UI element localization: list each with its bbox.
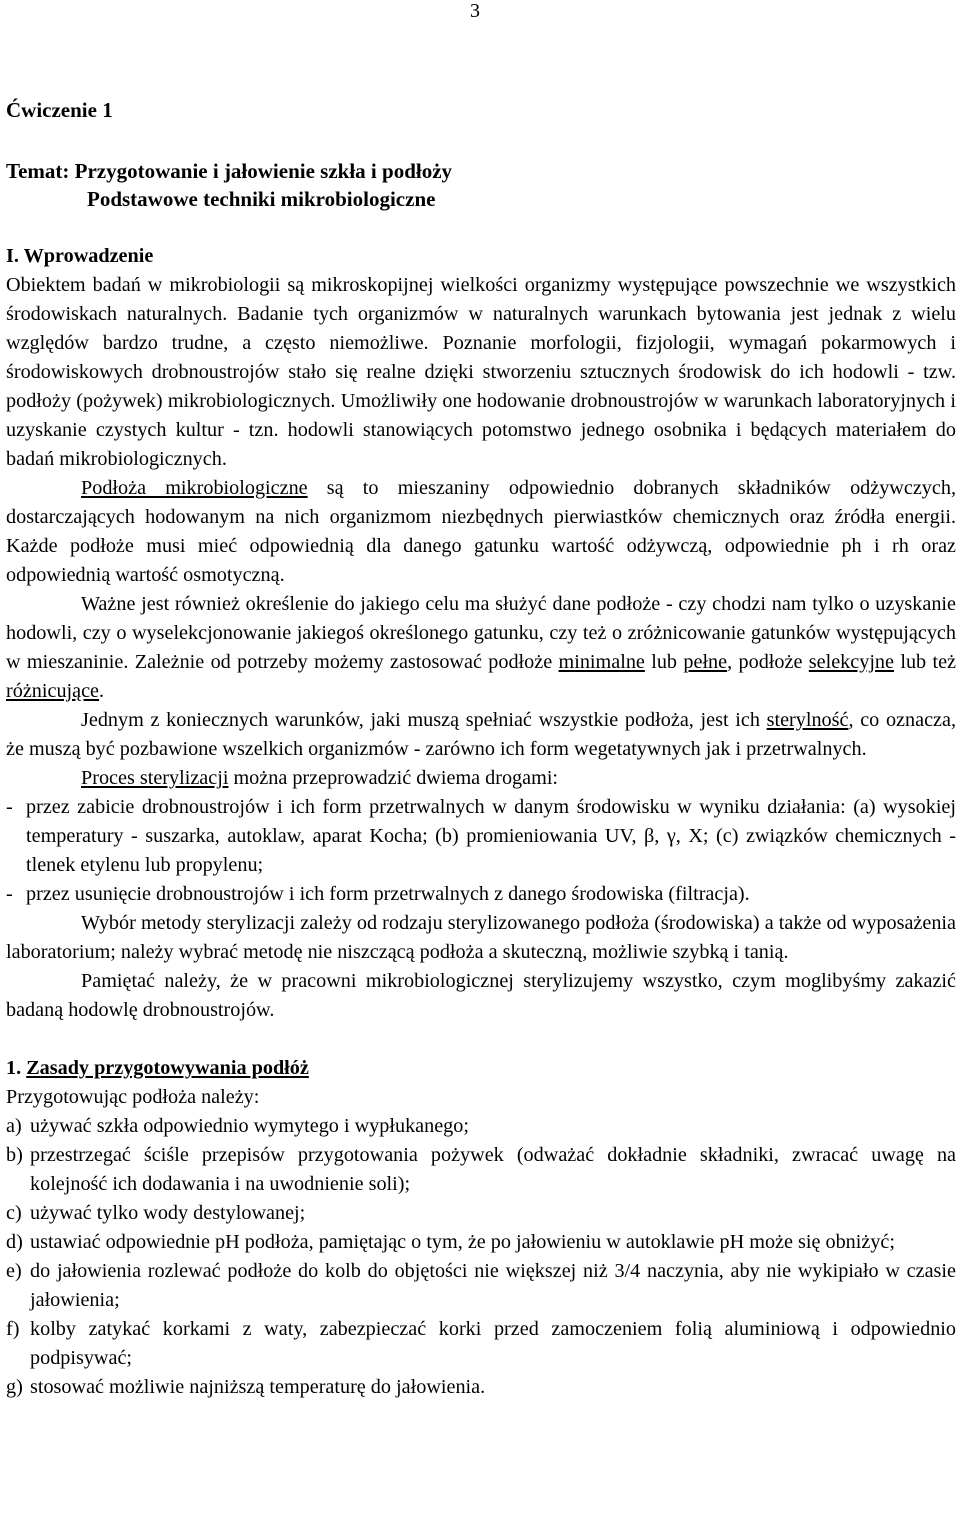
section-heading-preparation	[6, 1054, 956, 1083]
list-marker: f)	[6, 1318, 20, 1340]
term-sterility: sterylność	[766, 709, 849, 731]
list-item-text: ustawiać odpowiednie pH podłoża, pamiętając o tym, że po jałowieniu w autoklawie pH może się obniżyć;	[30, 1231, 895, 1253]
term-selective: selekcyjne	[808, 651, 894, 673]
list-item	[6, 1315, 956, 1373]
paragraph-intro: Obiektem badań w mikrobiologii są mikroskopijnej wielkości organizmy występujące powszechnie we wszystkich środowiskach naturalnych. Badanie tych organizmów w naturalnych warunkach bytowania jest jednak z wielu względów bardzo trudne, a często niemożliwe. Poznanie morfologii, fizjologii, wymagań pokarmowych i środowiskowych drobnoustrojów stało się realne dzięki stworzeniu sztucznych środowisk do ich hodowli - tzw. podłoży (pożywek) mikrobiologicznych. Umożliwiły one hodowanie drobnoustrojów w warunkach laboratoryjnych i uzyskanie czystych kultur - tzn. hodowli stanowiących potomstwo jednego osobnika i będących materiałem do badań mikrobiologicznych.	[6, 274, 956, 470]
page-number: 3	[470, 0, 480, 22]
term-differential: różnicujące	[6, 680, 100, 702]
section-number: 1.	[6, 1057, 22, 1079]
dash-item-text: przez usunięcie drobnoustrojów i ich form przetrwalnych z danego środowiska (filtracja).	[26, 883, 750, 905]
paragraph-purpose-text: Ważne jest również określenie do jakiego celu ma służyć dane podłoże - czy chodzi nam tylko o uzyskanie hodowli, czy o wyselekcjonowanie jakiegoś określonego gatunku, czy też o zróżnicowanie gatunków występujących w mieszaninie. Zależnie od potrzeby możemy zastosować podłoże	[6, 593, 956, 673]
section-heading-intro: I. Wprowadzenie	[6, 245, 154, 267]
list-item	[6, 1257, 956, 1315]
list-marker: g)	[6, 1376, 23, 1398]
topic-label: Temat:	[6, 159, 70, 183]
paragraph-sterility	[6, 706, 956, 764]
topic-block	[6, 157, 452, 213]
list-item-text: stosować możliwie najniższą temperaturę do jałowienia.	[30, 1376, 486, 1398]
list-item-text: kolby zatykać korkami z waty, zabezpieczać korki przed zamoczeniem folią aluminiową i odpowiednio podpisywać;	[30, 1318, 956, 1369]
document-body	[6, 242, 956, 1402]
paragraph-method: Wybór metody sterylizacji zależy od rodzaju sterylizowanego podłoża (środowiska) a także od wyposażenia laboratorium; należy wybrać metodę nie niszczącą podłoża a skuteczną, możliwie szybką i tanią.	[6, 912, 956, 963]
paragraph-process-text: można przeprowadzić dwiema drogami:	[228, 767, 559, 789]
list-marker: e)	[6, 1260, 22, 1282]
dash-item	[6, 793, 956, 880]
list-item	[6, 1141, 956, 1199]
exercise-title: Ćwiczenie 1	[6, 98, 113, 122]
dash-item	[6, 880, 956, 909]
topic-line1: Przygotowanie i jałowienie szkła i podłoży	[74, 159, 453, 183]
paragraph-media-text: są to mieszaniny odpowiednio dobranych składników odżywczych, dostarczających hodowanym na nich organizmom niezbędnych pierwiastków chemicznych oraz źródła energii. Każde podłoże musi mieć odpowiednią dla danego gatunku wartość odżywczą, odpowiednie ph i rh oraz odpowiednią wartość osmotyczną.	[6, 477, 957, 586]
paragraph-sterility-b: , co oznacza, że muszą być pozbawione wszelkich organizmów - zarówno ich form wegetatywnych jak i przetrwalnych.	[6, 709, 956, 760]
paragraph-media	[6, 474, 956, 590]
paragraph-sterility-a: Jednym z koniecznych warunków, jaki muszą spełniać wszystkie podłoża, jest ich	[81, 709, 767, 731]
dash-marker: -	[6, 796, 13, 818]
list-item	[6, 1228, 956, 1257]
dash-marker: -	[6, 883, 13, 905]
term-full: pełne	[683, 651, 728, 673]
list-item	[6, 1373, 956, 1402]
list-item-text: używać szkła odpowiednio wymytego i wypłukanego;	[30, 1115, 469, 1137]
period: .	[99, 680, 105, 702]
paragraph-purpose	[6, 590, 956, 706]
section-title: Zasady przygotowywania podłóż	[26, 1057, 309, 1079]
term-minimal: minimalne	[558, 651, 645, 673]
conj-3: lub też	[893, 651, 957, 673]
dash-item-text: przez zabicie drobnoustrojów i ich form przetrwalnych w danym środowisku w wyniku działania: (a) wysokiej temperatury - suszarka, autoklaw, aparat Kocha; (b) promieniowania UV, β, γ, X; (c) związków chemicznych - tlenek etylenu lub propylenu;	[26, 796, 956, 876]
list-item-text: do jałowienia rozlewać podłoże do kolb do objętości nie większej niż 3/4 naczynia, aby nie wykipiało w czasie jałowienia;	[30, 1260, 956, 1311]
list-item	[6, 1199, 956, 1228]
list-item-text: używać tylko wody destylowanej;	[30, 1202, 306, 1224]
list-marker: b)	[6, 1144, 23, 1166]
paragraph-remember: Pamiętać należy, że w pracowni mikrobiologicznej sterylizujemy wszystko, czym moglibyśmy zakazić badaną hodowlę drobnoustrojów.	[6, 970, 956, 1021]
paragraph-process	[6, 764, 956, 793]
list-marker: d)	[6, 1231, 23, 1253]
list-marker: a)	[6, 1115, 22, 1137]
conj-1: lub	[644, 651, 684, 673]
list-item	[6, 1112, 956, 1141]
list-item-text: przestrzegać ściśle przepisów przygotowania pożywek (odważać dokładnie składniki, zwracać uwagę na kolejność ich dodawania i na uwodnienie soli);	[30, 1144, 956, 1195]
preparation-intro: Przygotowując podłoża należy:	[6, 1086, 260, 1108]
conj-2: , podłoże	[727, 651, 809, 673]
topic-line2: Podstawowe techniki mikrobiologiczne	[87, 187, 436, 211]
list-marker: c)	[6, 1202, 22, 1224]
term-media: Podłoża mikrobiologiczne	[81, 477, 308, 499]
term-sterilization: Proces sterylizacji	[81, 767, 229, 789]
